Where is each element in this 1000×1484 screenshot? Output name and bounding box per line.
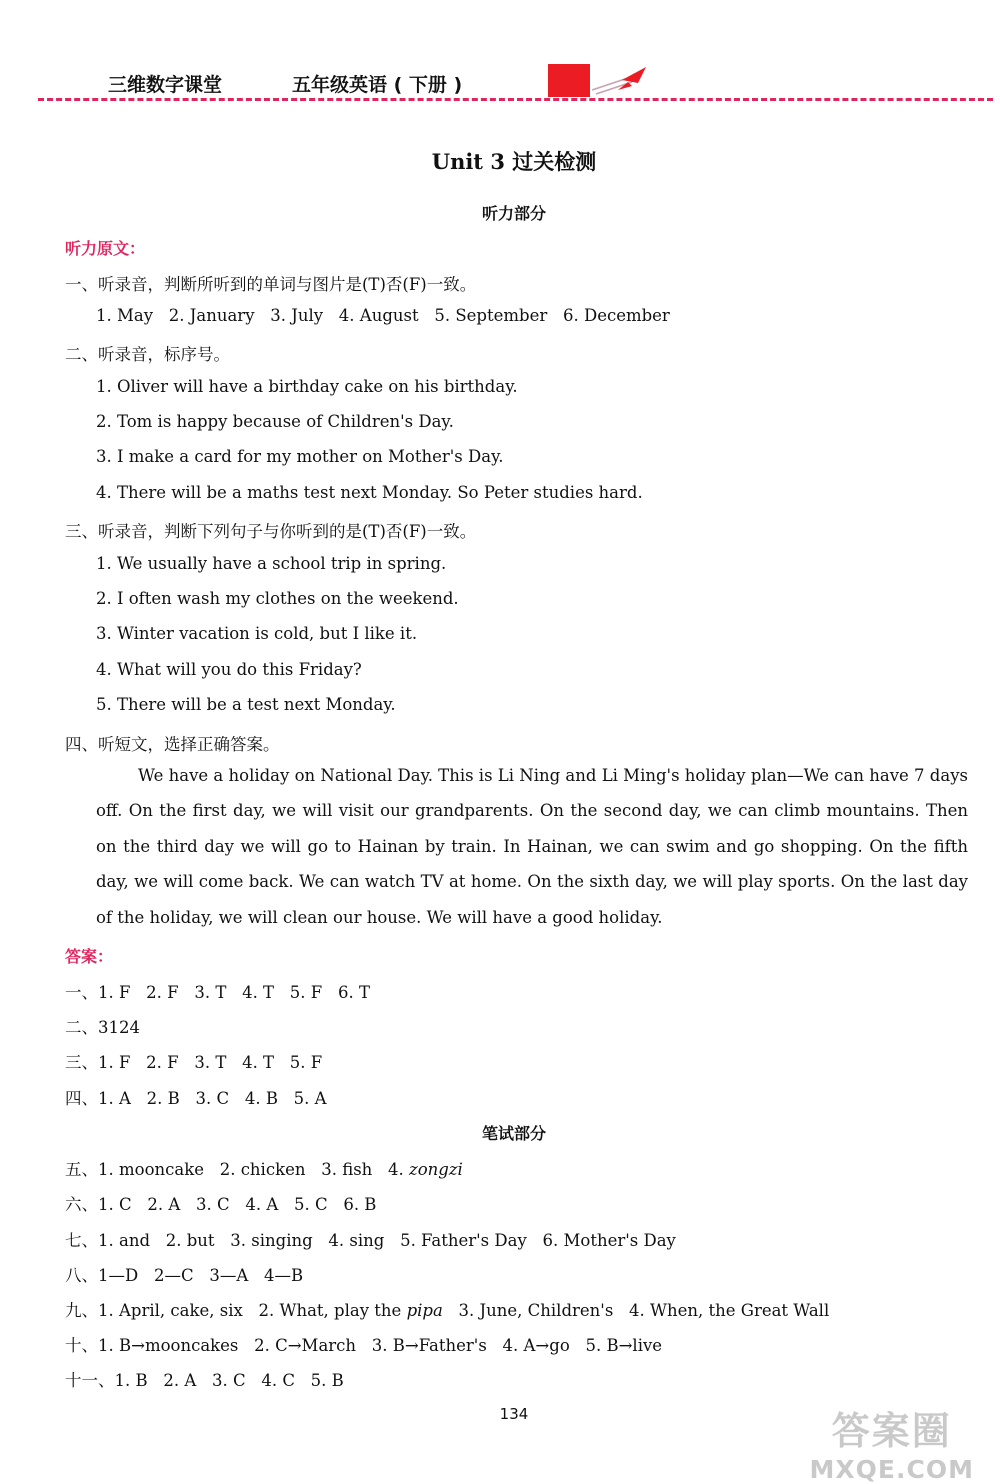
q3-item: 5. There will be a test next Monday. bbox=[96, 695, 396, 714]
watermark-logo bbox=[810, 1400, 974, 1484]
q4-passage: We have a holiday on National Day. This is Li Ning and Li Ming's holiday plan—We can have 7 days off. On the first day, we will visit our grandparents. On the second day, we can climb mountains. Then on the third day we will go to Hainan by train. In Hainan, we can swim and go shopping. On the fifth day, we will come back. We can watch TV at home. On the sixth day, we will play sports. On the last day of the holiday, we will clean our house. We will have a good holiday. bbox=[96, 766, 968, 927]
rocket-icon bbox=[588, 64, 650, 96]
q3-heading: 三、听录音，判断下列句子与你听到的是(T)否(F)一致。 bbox=[65, 522, 477, 541]
q3-item: 4. What will you do this Friday? bbox=[96, 660, 362, 679]
q2-item: 4. There will be a maths test next Monday. So Peter studies hard. bbox=[96, 483, 643, 502]
answer-line-five bbox=[65, 1156, 463, 1180]
answer-five-italic: zongzi bbox=[409, 1160, 463, 1179]
answer-nine-suffix: 3. June, Children's 4. When, the Great Wall bbox=[442, 1301, 830, 1320]
answer-line: 二、3124 bbox=[65, 1018, 140, 1037]
answer-line: 三、1. F 2. F 3. T 4. T 5. F bbox=[65, 1053, 323, 1072]
answer-line-eight: 八、1—D 2—C 3—A 4—B bbox=[65, 1266, 304, 1285]
answer-nine-text: 九、1. April, cake, six 2. What, play the bbox=[65, 1301, 407, 1320]
watermark-top: 答案圈 bbox=[831, 1409, 952, 1453]
answer-line: 一、1. F 2. F 3. T 4. T 5. F 6. T bbox=[65, 983, 370, 1002]
q3-item: 3. Winter vacation is cold, but I like it. bbox=[96, 624, 418, 643]
q2-item: 1. Oliver will have a birthday cake on his birthday. bbox=[96, 377, 518, 396]
series-name: 三维数字课堂 bbox=[108, 74, 223, 96]
book-title: 五年级英语 ( 下册 ) bbox=[292, 74, 463, 96]
page-number: 134 bbox=[499, 1405, 529, 1423]
listening-section-heading: 听力部分 bbox=[481, 204, 546, 223]
q1-items: 1. May 2. January 3. July 4. August 5. September 6. December bbox=[96, 306, 670, 325]
answer-line-seven: 七、1. and 2. but 3. singing 4. sing 5. Father's Day 6. Mother's Day bbox=[65, 1231, 676, 1250]
answer-line-nine bbox=[65, 1297, 829, 1321]
written-section-heading: 笔试部分 bbox=[481, 1124, 546, 1143]
q2-heading: 二、听录音，标序号。 bbox=[65, 345, 230, 364]
header-divider bbox=[38, 98, 993, 101]
q1-heading: 一、听录音，判断所听到的单词与图片是(T)否(F)一致。 bbox=[65, 275, 477, 294]
answers-label: 答案： bbox=[65, 947, 114, 966]
q2-item: 2. Tom is happy because of Children's Day. bbox=[96, 412, 454, 431]
page-title: Unit 3 过关检测 bbox=[431, 149, 597, 174]
header-red-block bbox=[548, 64, 590, 97]
answer-line-ten: 十、1. B→mooncakes 2. C→March 3. B→Father's 4. A→go 5. B→live bbox=[65, 1336, 663, 1355]
q3-item: 1. We usually have a school trip in spring. bbox=[96, 554, 447, 573]
answer-line-eleven: 十一、1. B 2. A 3. C 4. C 5. B bbox=[65, 1371, 344, 1390]
q3-item: 2. I often wash my clothes on the weekend. bbox=[96, 589, 459, 608]
watermark-bottom: MXQE.COM bbox=[809, 1455, 974, 1484]
answer-five-text: 五、1. mooncake 2. chicken 3. fish 4. bbox=[65, 1160, 410, 1179]
q2-item: 3. I make a card for my mother on Mother's Day. bbox=[96, 447, 504, 466]
answer-line: 四、1. A 2. B 3. C 4. B 5. A bbox=[65, 1089, 327, 1108]
transcript-label: 听力原文： bbox=[65, 239, 146, 258]
answer-nine-italic: pipa bbox=[406, 1301, 443, 1320]
answer-line-six: 六、1. C 2. A 3. C 4. A 5. C 6. B bbox=[65, 1195, 377, 1214]
q4-heading: 四、听短文，选择正确答案。 bbox=[65, 735, 280, 754]
